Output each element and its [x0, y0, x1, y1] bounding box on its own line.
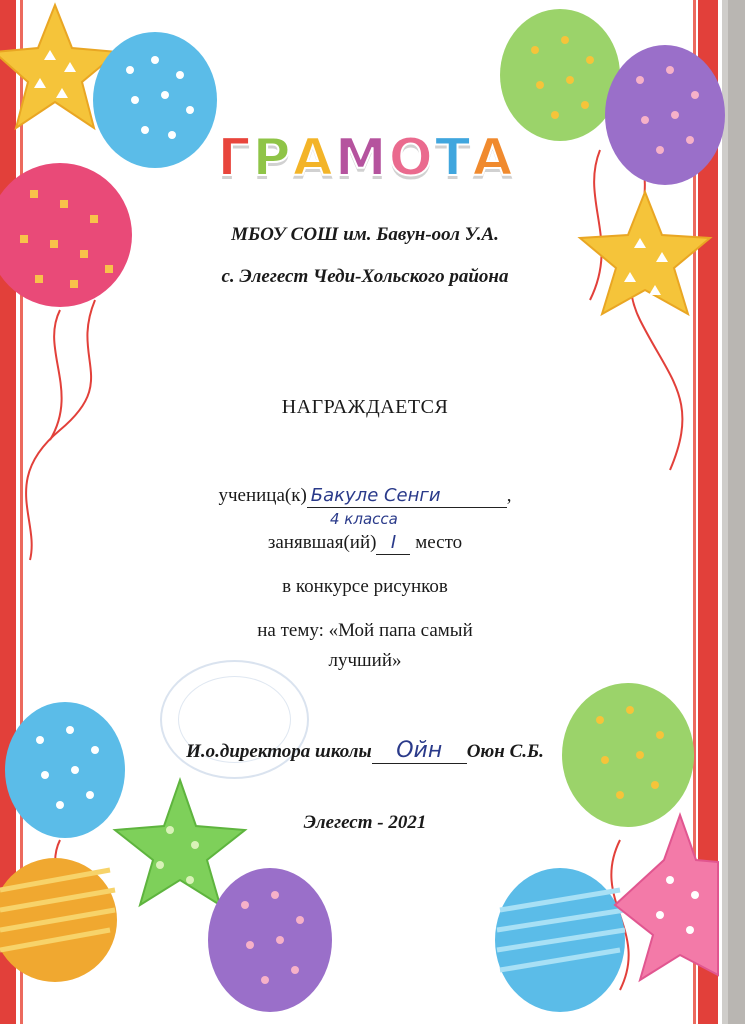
class-handwritten-line — [330, 508, 450, 530]
theme-line-1: на тему: «Мой папа самый — [257, 620, 473, 641]
district-line: с. Элегест Чеди-Хольского района — [221, 266, 509, 287]
signature-field — [372, 738, 467, 764]
star-balloon-bottom-left — [115, 780, 245, 905]
contest-line: в конкурсе рисунков — [282, 576, 448, 597]
certificate-title — [0, 128, 730, 188]
ribbon-string — [26, 300, 95, 560]
title-letter: О — [388, 128, 433, 188]
place-suffix: место — [415, 532, 463, 553]
place-value: I — [390, 532, 397, 553]
title-letter: А — [472, 128, 513, 188]
student-name: Бакуле Сенги — [310, 485, 441, 506]
awarded-label: НАГРАЖДАЕТСЯ — [281, 396, 449, 418]
purple-balloon-bottom — [208, 868, 332, 1012]
title-letter: Р — [252, 128, 291, 188]
director-signature: Ойн — [396, 738, 443, 763]
ribbon-string — [630, 150, 682, 470]
blue-balloon-bottom-right — [495, 868, 625, 1012]
star-balloon-right — [580, 192, 710, 314]
student-line — [0, 485, 730, 508]
director-label: И.о.директора школы — [186, 741, 372, 762]
theme-line-2: лучший» — [328, 650, 402, 671]
director-line — [0, 738, 730, 764]
class-handwritten: 4 класса — [330, 510, 398, 528]
school-line: МБОУ СОШ им. Бавун-оол У.А. — [231, 224, 499, 245]
ribbon-string — [50, 310, 62, 440]
star-balloon-bottom-right — [615, 815, 718, 980]
title-letter: А — [292, 128, 333, 188]
green-balloon-top-right — [500, 9, 620, 141]
title-letter: М — [334, 128, 387, 188]
place-prefix: занявшая(ий) — [267, 532, 377, 553]
title-letter: Г — [217, 128, 251, 188]
director-name: Оюн С.Б. — [466, 741, 544, 762]
place-field — [376, 532, 410, 555]
student-prefix: ученица(к) — [218, 485, 307, 506]
title-letter: Т — [434, 128, 471, 188]
student-suffix: , — [506, 485, 512, 506]
place-line — [0, 532, 730, 555]
place-year-line: Элегест - 2021 — [303, 812, 427, 833]
student-name-field — [307, 485, 507, 508]
orange-balloon-bottom-left — [0, 858, 117, 982]
